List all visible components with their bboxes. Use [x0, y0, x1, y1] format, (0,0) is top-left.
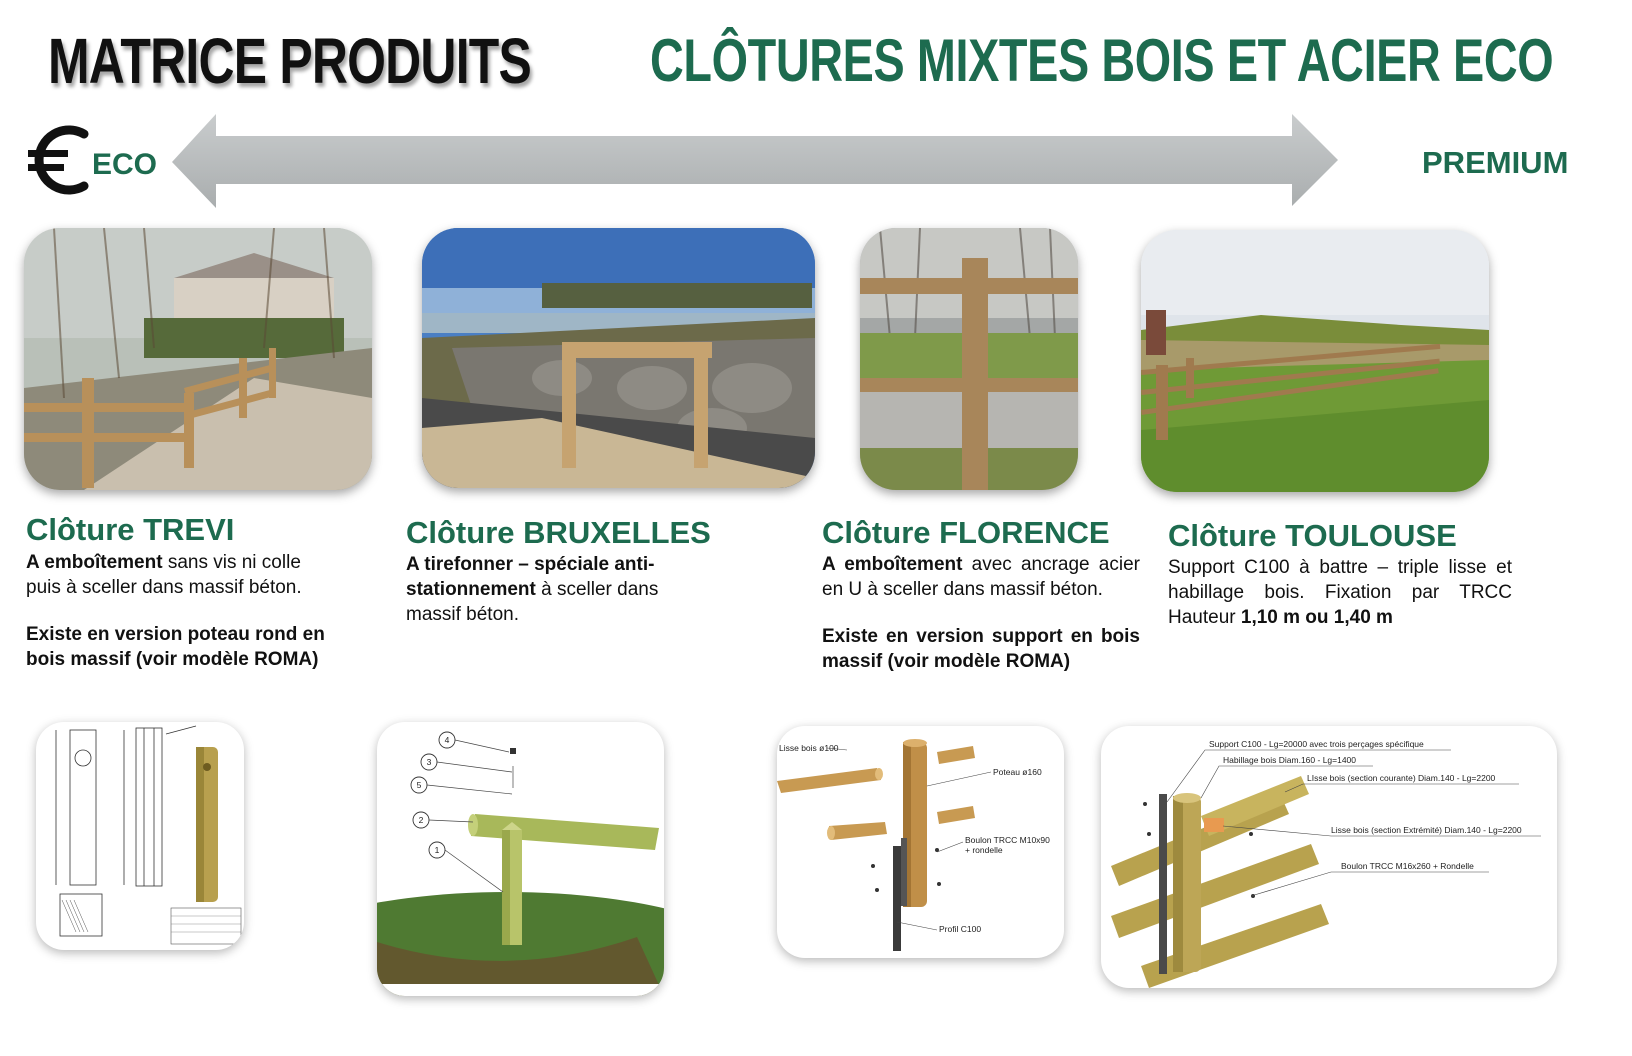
toulouse-description: [1168, 555, 1512, 630]
callout-4: 4: [444, 735, 450, 745]
bruxelles-photo: [422, 228, 815, 488]
label-poteau: Poteau ø160: [993, 767, 1042, 777]
callout-5: 5: [416, 780, 422, 790]
toulouse-desc-bold: 1,10 m ou 1,40 m: [1240, 607, 1393, 628]
trevi-photo: [24, 228, 372, 490]
bruxelles-desc-bold: A tirefonner – spéciale anti-stationnement: [406, 554, 655, 600]
label-support-c100: Support C100 - Lg=20000 avec trois perçages spécifique: [1209, 739, 1424, 749]
trevi-technical-drawing: [36, 722, 244, 950]
trevi-desc-bold: A emboîtement: [26, 552, 163, 573]
double-arrow-icon: [172, 114, 1400, 214]
premium-label: PREMIUM: [1422, 145, 1569, 180]
bruxelles-technical-drawing: [377, 722, 664, 996]
bruxelles-title: Clôture BRUXELLES: [406, 515, 711, 550]
florence-note: Existe en version support en bois massif (voir modèle ROMA): [822, 626, 1140, 672]
page-subtitle: CLÔTURES MIXTES BOIS ET ACIER ECO: [650, 27, 1554, 94]
label-habillage-bois: Habillage bois Diam.160 - Lg=1400: [1223, 755, 1357, 765]
florence-title: Clôture FLORENCE: [822, 515, 1110, 550]
trevi-desc-text: sans vis ni colle puis à sceller dans massif béton.: [26, 552, 302, 598]
toulouse-title: Clôture TOULOUSE: [1168, 518, 1457, 553]
trevi-note: Existe en version poteau rond en bois massif (voir modèle ROMA): [26, 624, 325, 670]
florence-description: [822, 552, 1140, 602]
label-lisse-extremite: Lisse bois (section Extrémité) Diam.140 - Lg=2200: [1331, 825, 1522, 835]
florence-desc-bold: A emboîtement: [822, 554, 963, 575]
toulouse-photo: [1141, 230, 1489, 492]
label-boulon-trcc: Boulon TRCC M16x260 + Rondelle: [1341, 861, 1474, 871]
euro-icon: [26, 120, 92, 200]
label-boulon-trcc: Boulon TRCC M10x90: [965, 835, 1050, 845]
page-title: MATRICE PRODUITS: [48, 25, 532, 97]
toulouse-technical-drawing: [1101, 726, 1557, 988]
callout-1: 1: [434, 845, 440, 855]
bruxelles-desc-text: à sceller dans massif béton.: [406, 579, 659, 625]
toulouse-desc-text: Support C100 à battre – triple lisse et habillage bois. Fixation par TRCC Hauteur: [1168, 557, 1512, 628]
trevi-title: Clôture TREVI: [26, 512, 235, 547]
label-lisse-bois: Lisse bois ø100: [779, 743, 839, 753]
bruxelles-description: [406, 552, 716, 627]
label-lisse-courante: LIsse bois (section courante) Diam.140 - Lg=2200: [1307, 773, 1496, 783]
label-rondelle: + rondelle: [965, 845, 1003, 855]
callout-3: 3: [426, 757, 432, 767]
florence-photo: [860, 228, 1078, 490]
florence-desc-text: avec ancrage acier en U à sceller dans massif béton.: [822, 554, 1140, 600]
florence-technical-drawing: [777, 726, 1064, 958]
label-profil-c100: Profil C100: [939, 924, 982, 934]
callout-2: 2: [418, 815, 424, 825]
eco-label: ECO: [92, 148, 158, 181]
trevi-description: [26, 550, 326, 600]
